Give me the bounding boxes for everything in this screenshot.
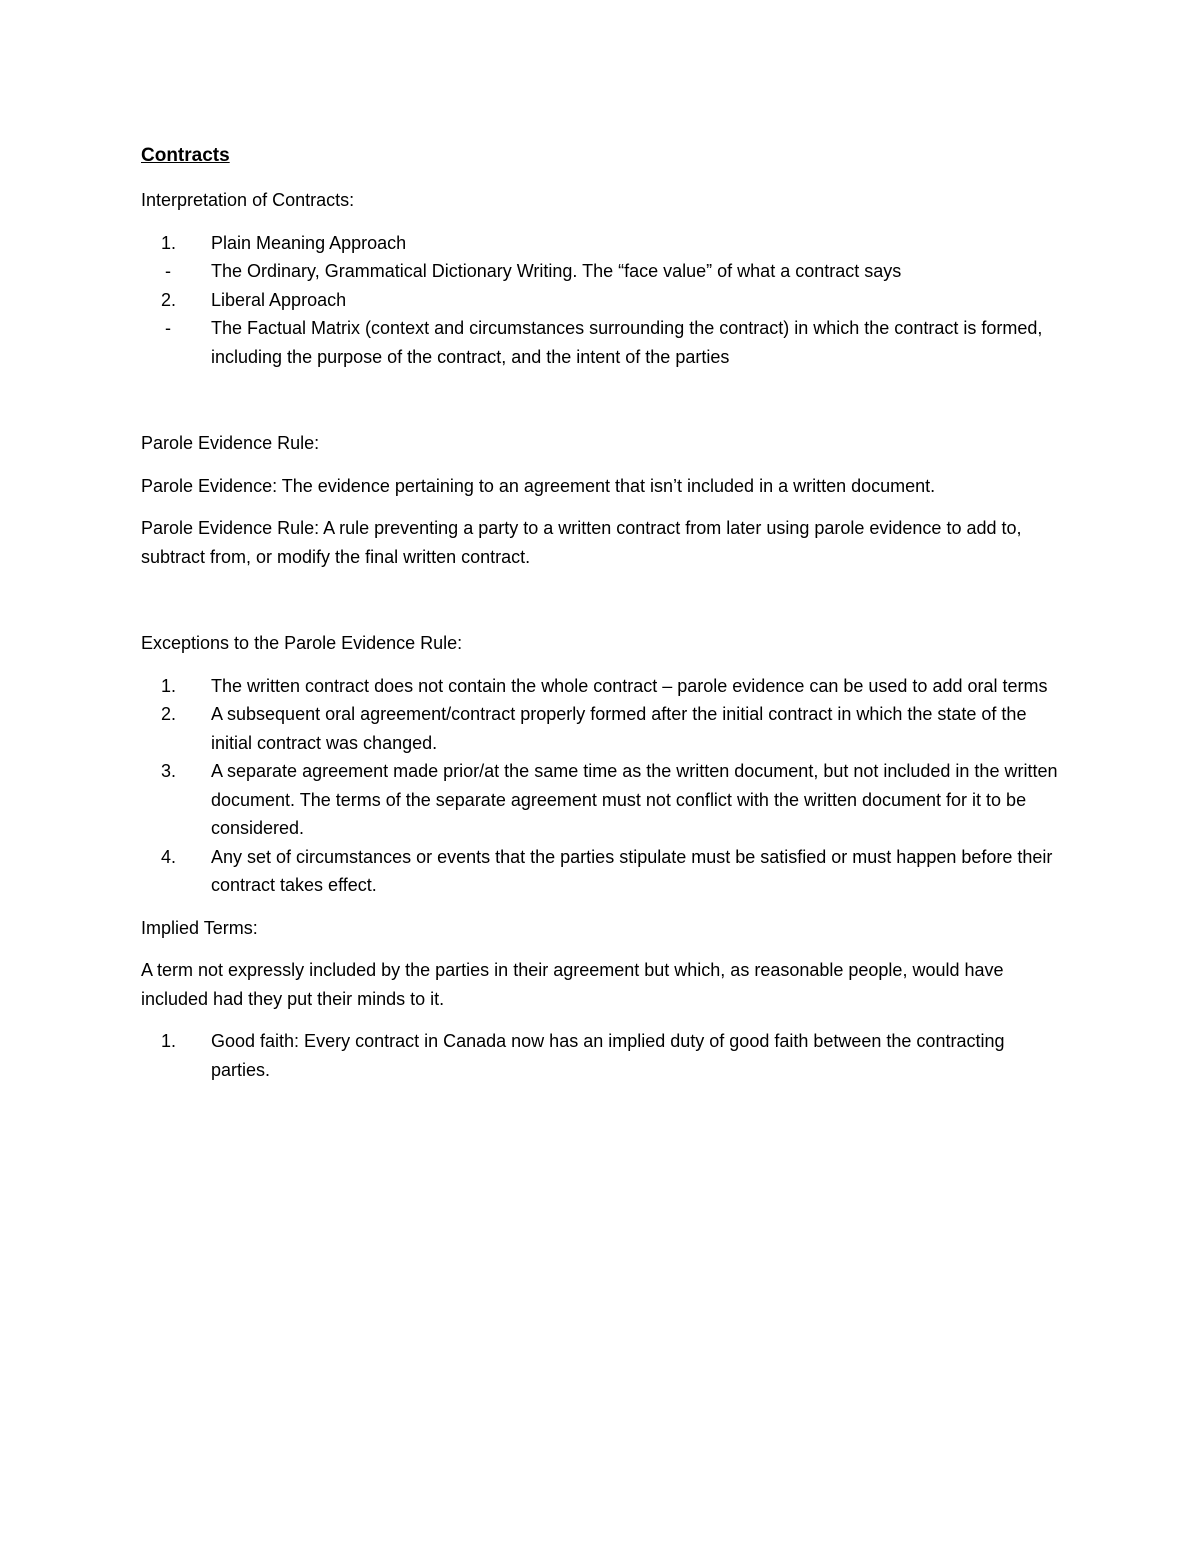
list-marker: 2. bbox=[161, 704, 177, 724]
parole-heading: Parole Evidence Rule: bbox=[141, 433, 320, 453]
interpretation-list bbox=[141, 229, 1066, 372]
list-marker: 2. bbox=[161, 289, 177, 310]
list-item-text: The Factual Matrix (context and circumstances surrounding the contract) in which the contract is formed, including the purpose of the contract, and the intent of the parties bbox=[211, 318, 1043, 367]
list-item bbox=[141, 700, 1066, 757]
list-item bbox=[141, 286, 1066, 315]
exceptions-list bbox=[141, 672, 1066, 900]
implied-terms-list bbox=[141, 1027, 1066, 1084]
list-marker: 4. bbox=[161, 846, 177, 867]
spacer bbox=[141, 385, 1066, 429]
document-title: Contracts bbox=[141, 145, 230, 166]
list-marker: - bbox=[165, 318, 171, 338]
parole-evidence-rule-definition: Parole Evidence Rule: A rule preventing a party to a written contract from later using parole evidence to add to, subtract from, or modify the final written contract. bbox=[141, 518, 1022, 567]
list-item-text: Good faith: Every contract in Canada now has an implied duty of good faith between the contracting parties. bbox=[211, 1031, 1005, 1080]
list-item-text: Plain Meaning Approach bbox=[211, 232, 407, 253]
implied-terms-heading: Implied Terms: bbox=[141, 917, 258, 938]
implied-terms-definition: A term not expressly included by the parties in their agreement but which, as reasonable people, would have included had they put their minds to it. bbox=[141, 960, 1004, 1009]
list-marker: 1. bbox=[161, 675, 177, 696]
list-item-text: Liberal Approach bbox=[211, 289, 347, 310]
list-marker: - bbox=[165, 261, 171, 281]
list-item bbox=[141, 257, 1066, 286]
interpretation-heading: Interpretation of Contracts: bbox=[141, 190, 355, 210]
spacer bbox=[141, 585, 1066, 629]
list-item bbox=[141, 229, 1066, 258]
list-item-text: The Ordinary, Grammatical Dictionary Writing. The “face value” of what a contract says bbox=[211, 261, 902, 281]
list-item bbox=[141, 757, 1066, 843]
list-item bbox=[141, 672, 1066, 701]
list-item bbox=[141, 314, 1066, 371]
list-item-text: The written contract does not contain the whole contract – parole evidence can be used to add oral terms bbox=[211, 675, 1048, 696]
list-item-text: A separate agreement made prior/at the same time as the written document, but not included in the written document. The terms of the separate agreement must not conflict with the written document for it to be considered. bbox=[211, 761, 1058, 838]
list-item bbox=[141, 843, 1066, 900]
list-item-text: A subsequent oral agreement/contract properly formed after the initial contract in which the state of the initial contract was changed. bbox=[211, 704, 1027, 753]
list-item-text: Any set of circumstances or events that the parties stipulate must be satisfied or must happen before their contract takes effect. bbox=[211, 846, 1053, 895]
exceptions-heading: Exceptions to the Parole Evidence Rule: bbox=[141, 633, 463, 653]
list-item bbox=[141, 1027, 1066, 1084]
list-marker: 1. bbox=[161, 1031, 177, 1051]
parole-evidence-definition: Parole Evidence: The evidence pertaining to an agreement that isn’t included in a written document. bbox=[141, 475, 936, 496]
list-marker: 1. bbox=[161, 232, 177, 253]
list-marker: 3. bbox=[161, 761, 177, 781]
document-page bbox=[141, 140, 1066, 1098]
